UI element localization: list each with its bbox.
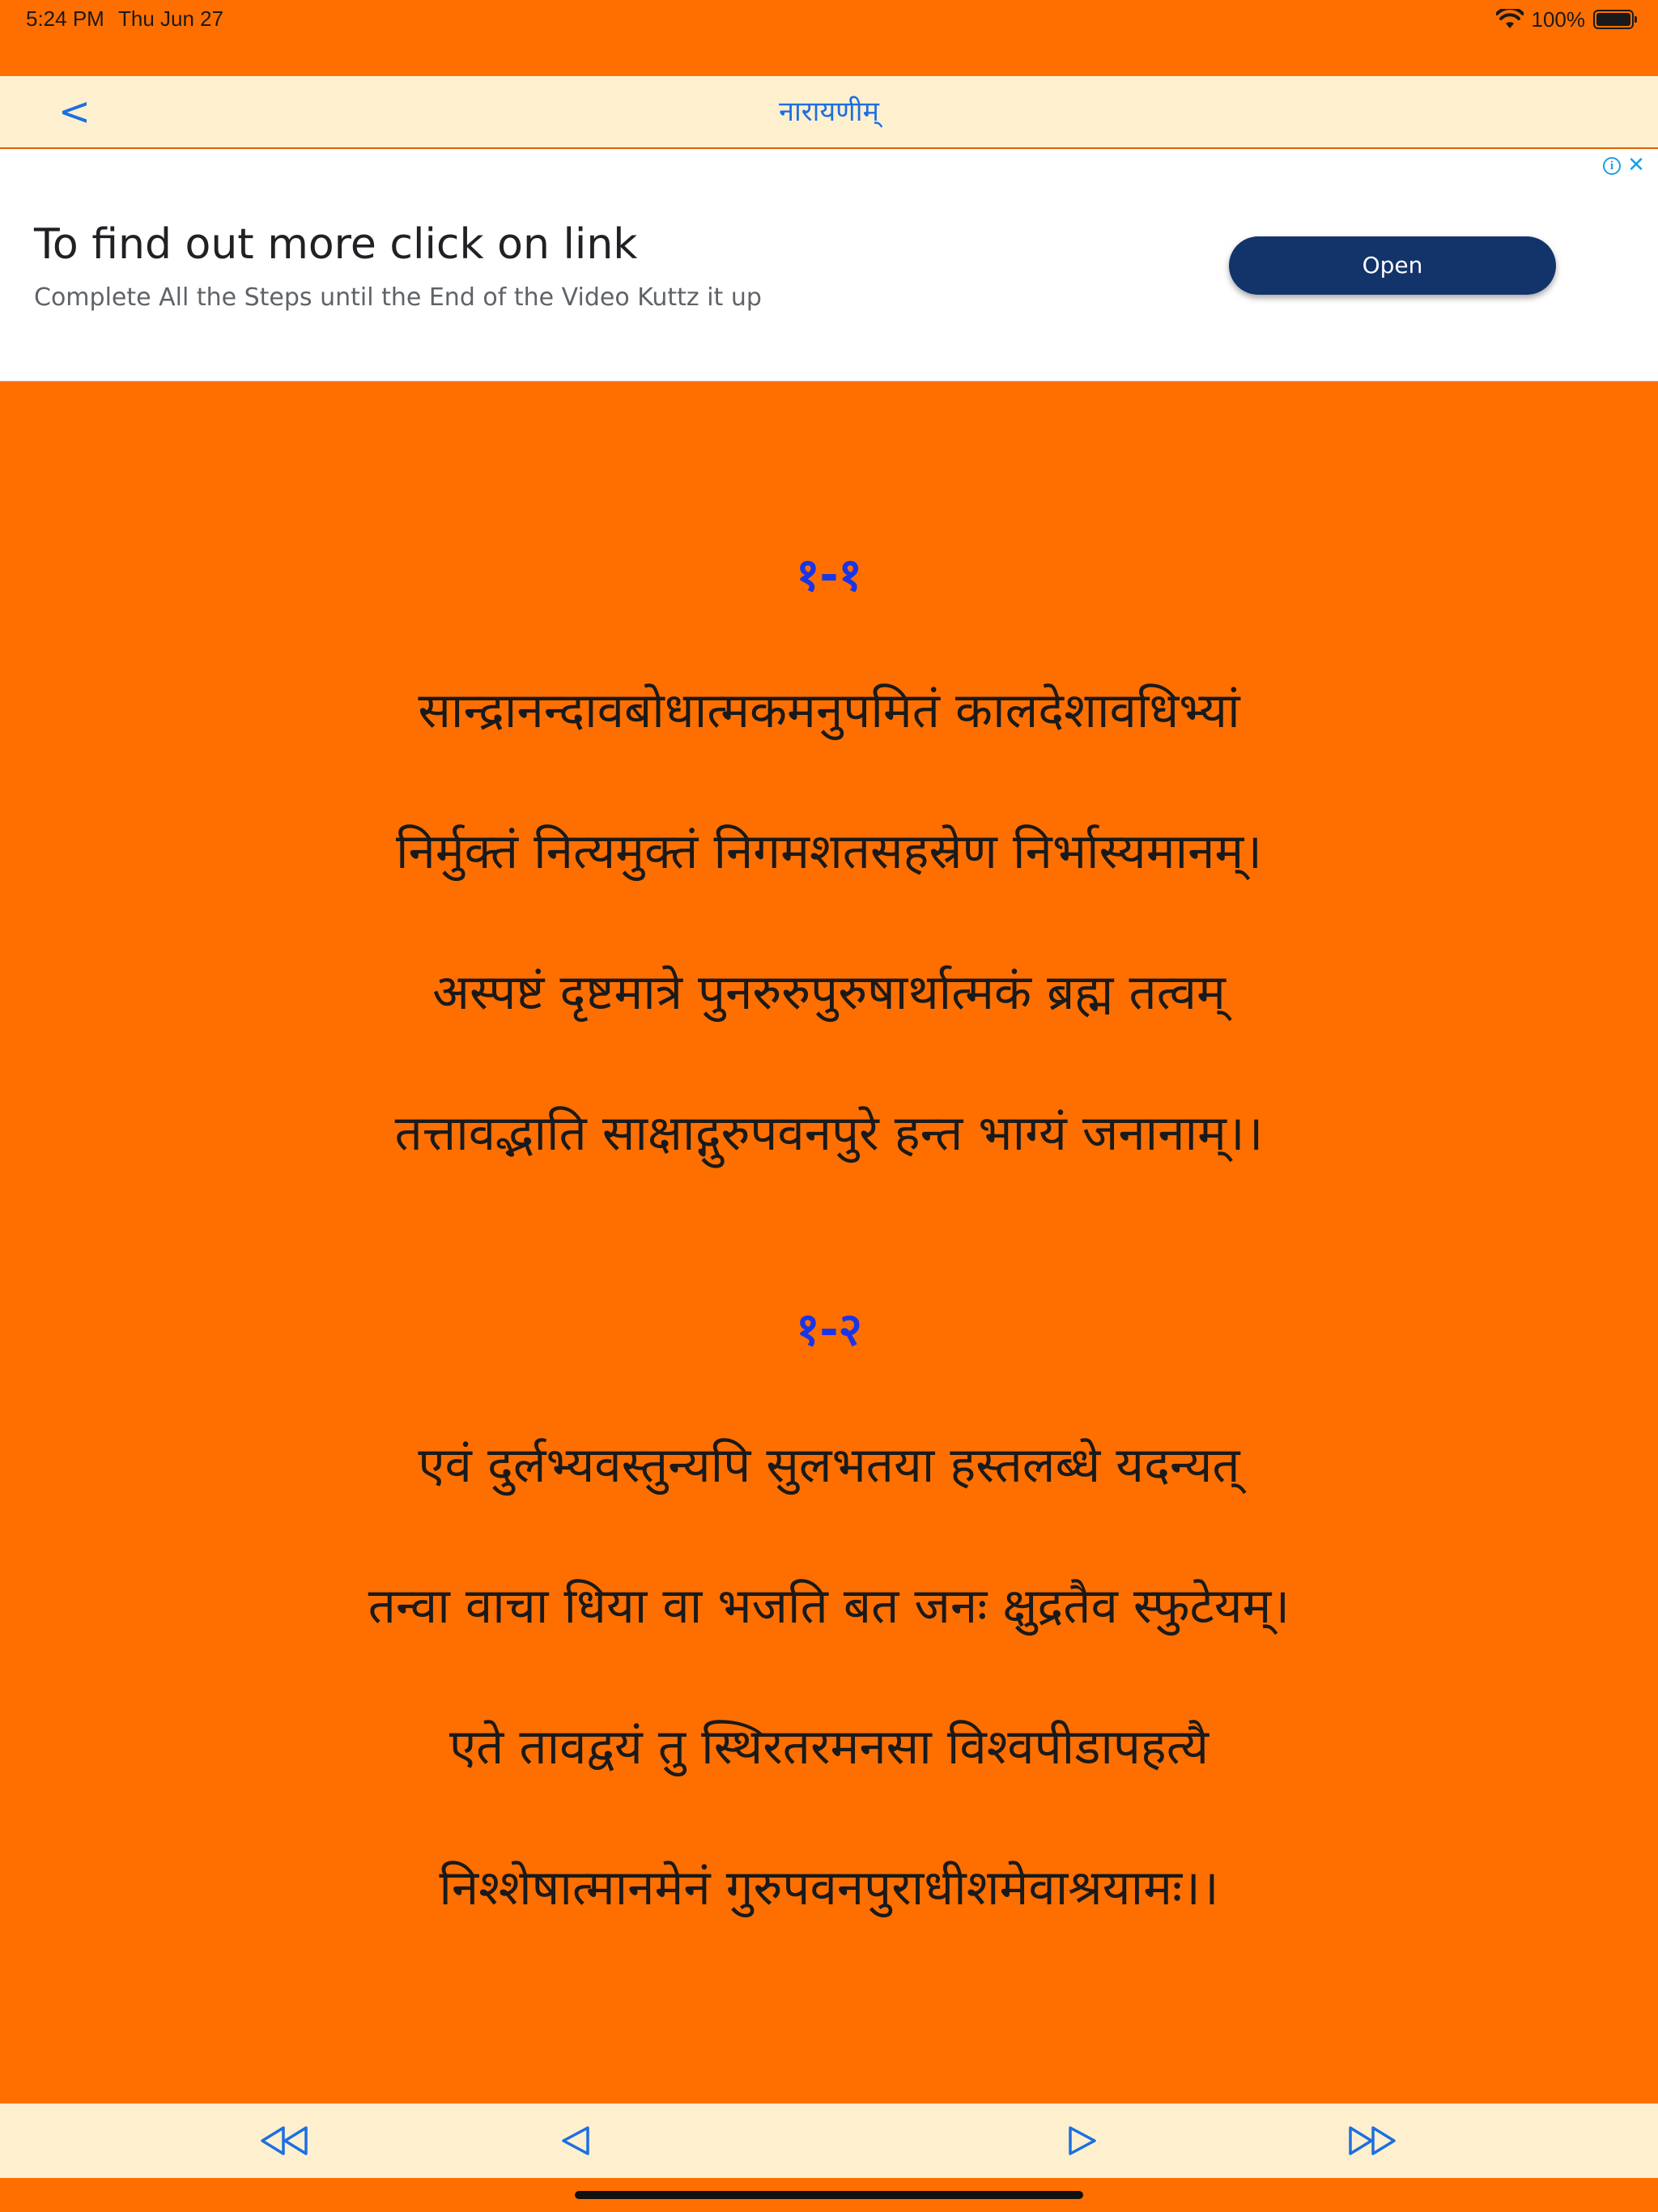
verse-number: १-१ — [796, 549, 862, 602]
status-date: Thu Jun 27 — [118, 6, 224, 31]
bottom-toolbar — [0, 2104, 1658, 2178]
wifi-icon — [1496, 9, 1524, 30]
verse-line: सान्द्रानन्दावबोधात्मकमनुपमितं कालदेशावधिभ्यां — [418, 683, 1240, 739]
ad-banner[interactable] — [0, 149, 1658, 381]
verse-line: निश्शेषात्मानमेनं गुरुपवनपुराधीशमेवाश्रयामः।। — [439, 1860, 1219, 1916]
ad-close-icon[interactable]: ✕ — [1627, 153, 1645, 177]
status-bar — [0, 0, 1658, 76]
battery-percentage: 100% — [1531, 6, 1585, 32]
last-verse-icon[interactable] — [1346, 2116, 1397, 2165]
verse-content[interactable] — [0, 382, 1658, 2104]
verse-line: निर्मुक्तं नित्यमुक्तं निगमशतसहस्रेण निर्भास्यमानम्। — [395, 823, 1263, 880]
navigation-bar — [0, 76, 1658, 149]
verse-line: तत्तावद्भाति साक्षाद्गुरुपवनपुरे हन्त भाग्यं जनानाम्।। — [394, 1105, 1264, 1162]
status-indicators — [1496, 5, 1635, 34]
home-indicator[interactable] — [575, 2191, 1083, 2199]
page-title: नारायणीम् — [779, 96, 879, 128]
verse-line: तन्वा वाचा धिया वा भजति बत जनः क्षुद्रतैव स्फुटेयम्। — [368, 1578, 1290, 1635]
verse-line: एवं दुर्लभ्यवस्तुन्यपि सुलभतया हस्तलब्धे यदन्यत् — [418, 1437, 1240, 1494]
back-button[interactable]: < — [57, 89, 91, 134]
ad-info-icon[interactable]: i — [1603, 157, 1621, 175]
first-verse-icon[interactable] — [259, 2116, 311, 2165]
verse-line: एते तावद्वयं तु स्थिरतरमनसा विश्वपीडापहत्यै — [449, 1719, 1209, 1776]
status-time: 5:24 PM — [26, 6, 104, 31]
verse-number: १-२ — [796, 1304, 862, 1356]
verse-line: अस्पष्टं दृष्टमात्रे पुनरुरुपुरुषार्थात्मकं ब्रह्म तत्वम् — [432, 964, 1226, 1021]
ad-headline[interactable]: To find out more click on link — [34, 220, 638, 269]
battery-icon — [1593, 10, 1634, 29]
ad-subtext: Complete All the Steps until the End of the Video Kuttz it up — [34, 283, 762, 312]
next-verse-icon[interactable] — [1065, 2116, 1099, 2165]
ad-open-button[interactable]: Open — [1229, 236, 1556, 295]
previous-verse-icon[interactable] — [559, 2116, 593, 2165]
